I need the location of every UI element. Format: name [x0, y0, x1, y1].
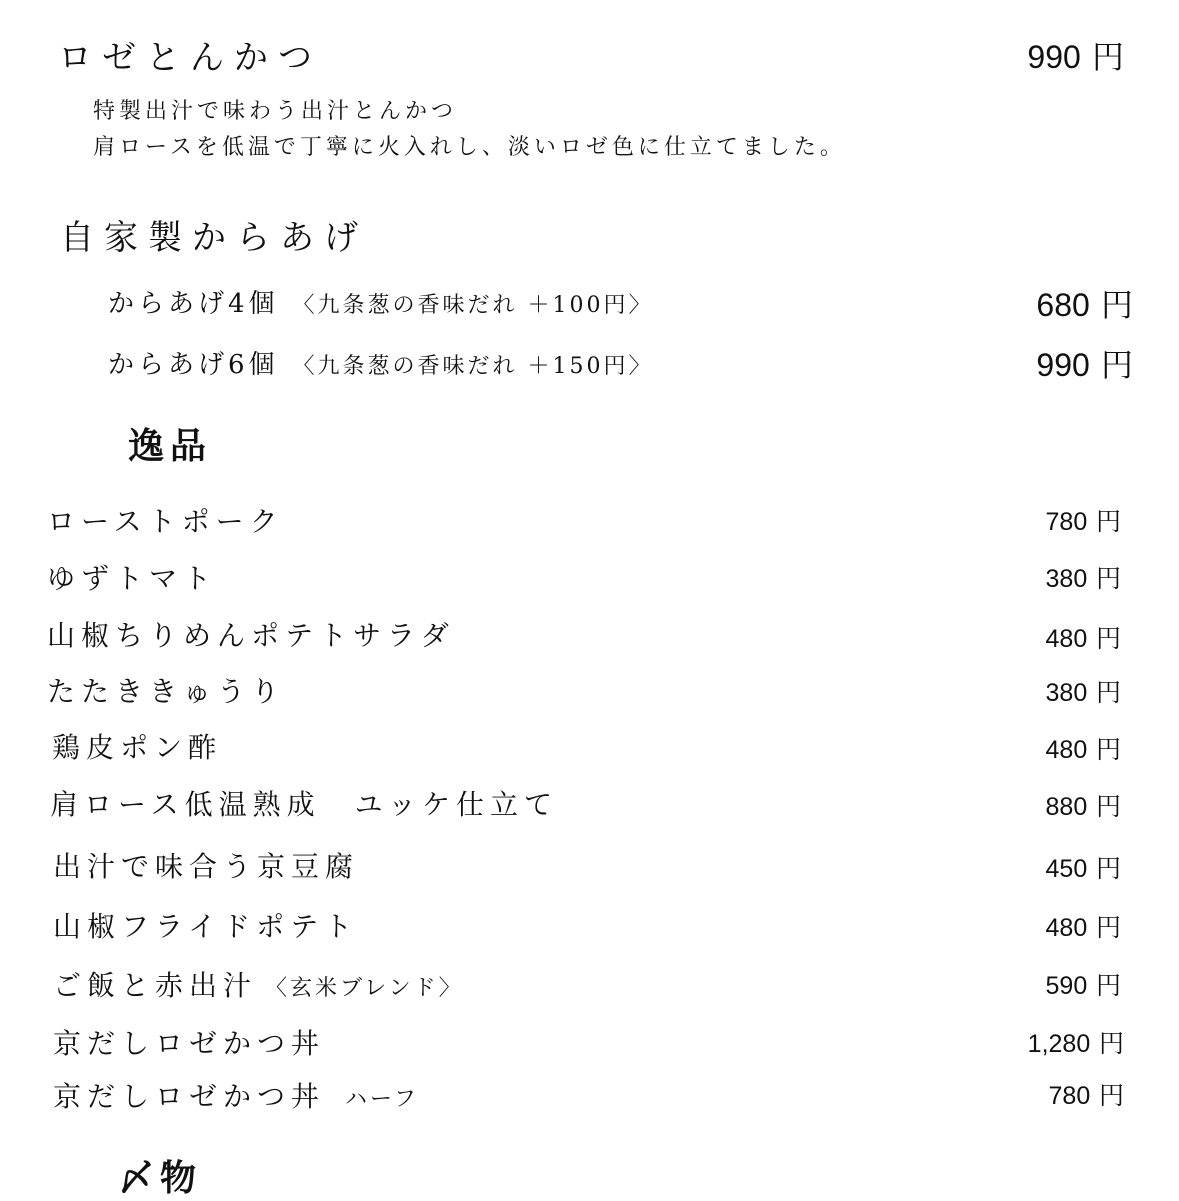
yen-label: 円 [1095, 678, 1121, 707]
karaage-item-name: からあげ4個 [108, 289, 279, 319]
rose-tonkatsu-desc-1: 特製出汁で味わう出汁とんかつ [93, 99, 458, 124]
menu-item-price [1046, 966, 1121, 1002]
menu-item-price [1028, 1024, 1124, 1060]
menu-item-price [1046, 619, 1121, 655]
menu-item-price [1049, 1076, 1124, 1112]
menu-item-name: ゆずトマト [47, 562, 218, 595]
price-value: 780 [1048, 1082, 1091, 1110]
menu-item-price [1046, 559, 1121, 595]
yen-label: 円 [1098, 1029, 1124, 1058]
menu-item-name: 出汁で味合う京豆腐 [53, 850, 360, 883]
yen-label: 円 [1095, 792, 1121, 821]
menu-item-price [1046, 787, 1121, 823]
yen-label: 円 [1091, 38, 1124, 76]
menu-item-name: 京だしロゼかつ丼 [53, 1027, 326, 1060]
price-value: 380 [1045, 565, 1088, 593]
yen-label: 円 [1095, 564, 1121, 593]
menu-item-name: たたききゅうり [47, 675, 286, 708]
menu-item [53, 905, 358, 945]
menu-item-name: ご飯と赤出汁 [53, 969, 258, 1002]
price-value: 880 [1045, 793, 1088, 821]
yen-label: 円 [1100, 286, 1133, 324]
shime-section-title: 〆物 [118, 1157, 203, 1199]
menu-item-note: ハーフ [345, 1087, 419, 1112]
karaage-item-name: からあげ6個 [108, 350, 279, 380]
menu-item-name: 京だしロゼかつ丼 [53, 1080, 326, 1113]
price-value: 480 [1045, 625, 1088, 653]
yen-label: 円 [1095, 913, 1121, 942]
yen-label: 円 [1095, 735, 1121, 764]
price-value: 780 [1045, 508, 1088, 536]
karaage-item [108, 344, 654, 381]
rose-tonkatsu-desc-2: 肩ロースを低温で丁寧に火入れし、淡いロゼ色に仕立てました。 [93, 135, 846, 160]
menu-item-note: 〈玄米ブレンド〉 [265, 976, 464, 1001]
menu-item-price [1046, 673, 1121, 709]
menu-item-price [1046, 849, 1121, 885]
menu-item [52, 726, 222, 766]
price-value: 990 [1027, 39, 1081, 75]
karaage-item [108, 283, 654, 320]
menu-item-name: 鶏皮ポン酢 [52, 731, 223, 764]
price-value: 480 [1045, 914, 1088, 942]
menu-item-price [1046, 730, 1121, 766]
menu-item-name: 山椒ちりめんポテトサラダ [47, 619, 455, 652]
menu-item [53, 1075, 419, 1115]
price-value: 450 [1045, 855, 1088, 883]
yen-label: 円 [1100, 346, 1133, 384]
menu-item [47, 500, 284, 540]
karaage-item-note: 〈九条葱の香味だれ ＋100円〉 [292, 293, 654, 318]
menu-item [53, 1022, 325, 1062]
karaage-item-price [1036, 340, 1133, 386]
menu-item-price [1046, 502, 1121, 538]
menu-item [53, 964, 464, 1004]
ippin-section-title: 逸品 [128, 425, 213, 467]
rose-tonkatsu-title: ロゼとんかつ [58, 38, 322, 78]
price-value: 590 [1045, 972, 1088, 1000]
menu-item-name: ローストポーク [47, 505, 284, 538]
price-value: 680 [1036, 287, 1090, 323]
menu-item [47, 614, 455, 654]
yen-label: 円 [1095, 507, 1121, 536]
price-value: 480 [1045, 736, 1088, 764]
menu-item [50, 783, 558, 823]
menu-item-name: 山椒フライドポテト [53, 910, 359, 943]
rose-tonkatsu-price [1027, 32, 1124, 78]
yen-label: 円 [1095, 624, 1121, 653]
yen-label: 円 [1095, 854, 1121, 883]
menu-item [47, 557, 217, 597]
menu-item-price [1046, 908, 1121, 944]
menu-item [47, 670, 285, 710]
price-value: 990 [1036, 347, 1090, 383]
yen-label: 円 [1098, 1081, 1124, 1110]
karaage-item-note: 〈九条葱の香味だれ ＋150円〉 [292, 354, 654, 379]
menu-item-name: 肩ロース低温熟成 ユッケ仕立て [50, 788, 559, 821]
menu-item [53, 845, 359, 885]
karaage-section-title: 自家製からあげ [60, 218, 368, 258]
price-value: 380 [1045, 679, 1088, 707]
yen-label: 円 [1095, 971, 1121, 1000]
price-value: 1,280 [1027, 1030, 1091, 1058]
karaage-item-price [1036, 280, 1133, 326]
